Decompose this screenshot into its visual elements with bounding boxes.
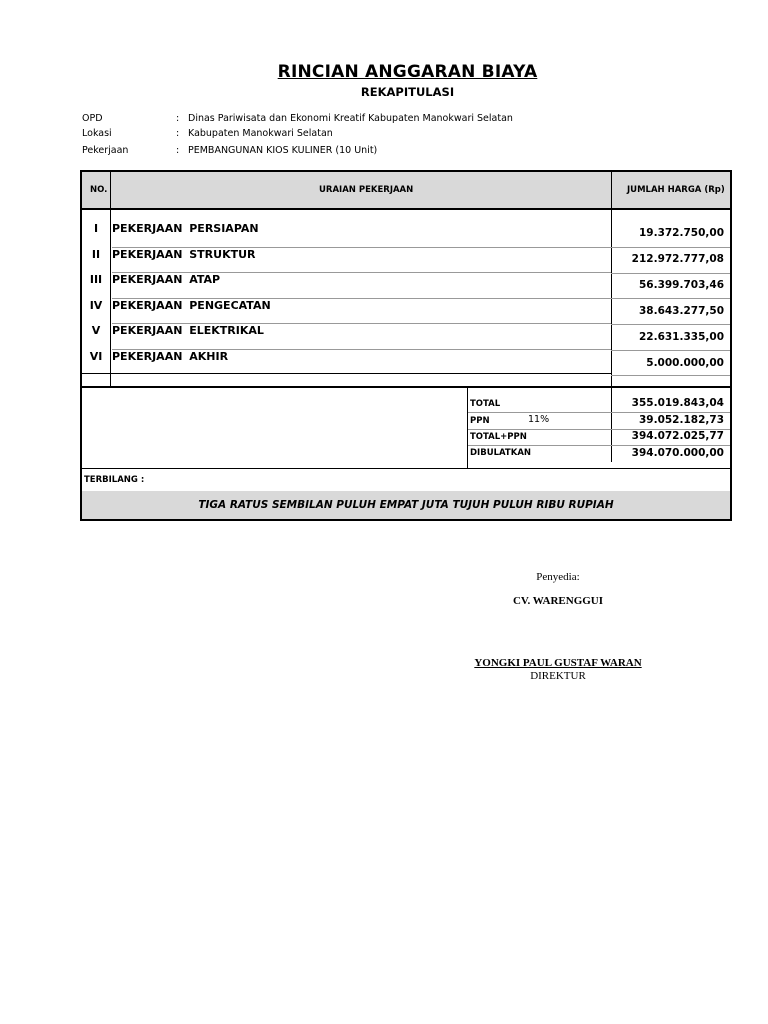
- row-number: II: [91, 248, 101, 261]
- row-divider: [611, 298, 730, 299]
- row-amount: 56.399.703,46: [638, 279, 724, 291]
- meta-value: PEMBANGUNAN KIOS KULINER (10 Unit): [188, 145, 378, 156]
- meta-separator: :: [176, 113, 180, 124]
- rounded-amount: 394.070.000,00: [631, 447, 724, 459]
- row-divider: [611, 247, 730, 248]
- meta-value: Kabupaten Manokwari Selatan: [188, 128, 333, 139]
- total-ppn-amount: 394.072.025,77: [631, 430, 724, 442]
- ppn-percent: 11%: [528, 414, 550, 425]
- row-amount: 19.372.750,00: [638, 227, 724, 239]
- budget-table: [80, 170, 732, 521]
- row-number: IV: [89, 299, 103, 312]
- row-description: PEKERJAAN ATAP: [112, 273, 221, 286]
- row-amount: 212.972.777,08: [631, 253, 724, 265]
- row-amount: 5.000.000,00: [646, 357, 724, 369]
- header-divider: [82, 208, 730, 210]
- header-no: NO.: [90, 185, 108, 195]
- row-divider: [611, 375, 730, 376]
- terbilang-text: TIGA RATUS SEMBILAN PULUH EMPAT JUTA TUJUH PULUH RIBU RUPIAH: [82, 491, 730, 519]
- row-number: I: [93, 222, 99, 235]
- total-ppn-label: TOTAL+PPN: [470, 432, 527, 442]
- meta-key: Lokasi: [82, 128, 112, 139]
- summary-divider: [468, 412, 730, 413]
- total-label: TOTAL: [470, 399, 501, 409]
- row-divider: [611, 273, 730, 274]
- row-divider: [82, 373, 611, 374]
- total-amount: 355.019.843,04: [631, 397, 724, 409]
- terbilang-label: TERBILANG :: [84, 475, 145, 485]
- ppn-label: PPN: [470, 416, 490, 426]
- row-amount: 22.631.335,00: [638, 331, 724, 343]
- row-number: VI: [89, 350, 103, 363]
- header-uraian: URAIAN PEKERJAAN: [319, 185, 414, 195]
- signatory-name: YONGKI PAUL GUSTAF WARAN: [474, 657, 642, 669]
- summary-divider: [468, 445, 730, 446]
- meta-key: OPD: [82, 113, 103, 124]
- col-divider-no: [110, 172, 111, 386]
- header-jumlah: JUMLAH HARGA (Rp): [627, 185, 725, 195]
- row-divider: [611, 350, 730, 351]
- ppn-amount: 39.052.182,73: [638, 414, 724, 426]
- meta-separator: :: [176, 145, 180, 156]
- row-description: PEKERJAAN PENGECATAN: [112, 299, 271, 312]
- row-description: PEKERJAAN ELEKTRIKAL: [112, 324, 264, 337]
- company-name: CV. WARENGGUI: [512, 595, 604, 607]
- row-divider: [611, 324, 730, 325]
- rounded-label: DIBULATKAN: [470, 448, 532, 458]
- meta-value: Dinas Pariwisata dan Ekonomi Kreatif Kabupaten Manokwari Selatan: [188, 113, 513, 124]
- summary-mid-divider: [611, 388, 612, 462]
- summary-left-divider: [467, 388, 468, 468]
- row-number: III: [89, 273, 103, 286]
- col-divider-desc: [611, 172, 612, 388]
- row-description: PEKERJAAN AKHIR: [112, 350, 229, 363]
- summary-bottom-divider: [82, 468, 730, 469]
- meta-separator: :: [176, 128, 180, 139]
- body-bottom-divider: [82, 386, 730, 388]
- row-description: PEKERJAAN STRUKTUR: [112, 248, 256, 261]
- row-number: V: [91, 324, 101, 337]
- signatory-position: DIREKTUR: [530, 670, 586, 682]
- document-title: RINCIAN ANGGARAN BIAYA: [277, 62, 538, 82]
- provider-label: Penyedia:: [536, 571, 580, 583]
- row-description: PEKERJAAN PERSIAPAN: [112, 222, 259, 235]
- document-subtitle: REKAPITULASI: [360, 85, 455, 99]
- row-amount: 38.643.277,50: [638, 305, 724, 317]
- meta-key: Pekerjaan: [82, 145, 129, 156]
